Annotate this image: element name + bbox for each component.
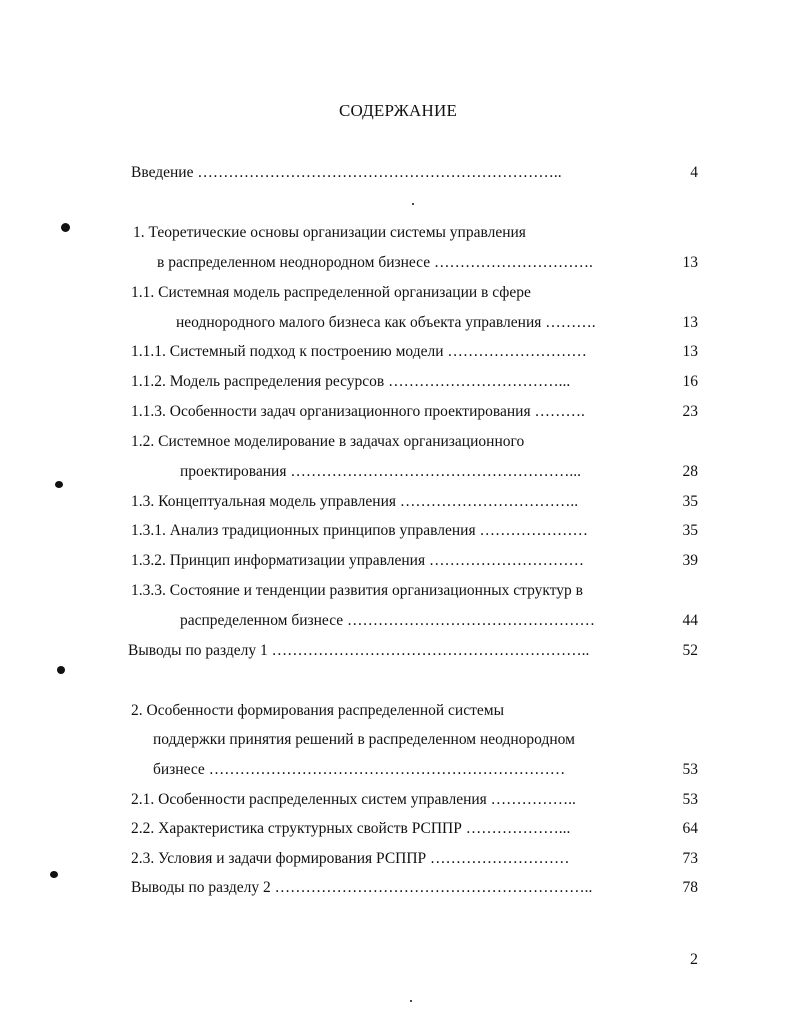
toc-entry-page: 23 bbox=[682, 403, 698, 420]
toc-entry-text: 2.2. Характеристика структурных свойств РСППР ………………... bbox=[131, 820, 571, 837]
toc-entry-text: Введение …………………………………………………………….. bbox=[131, 164, 562, 181]
toc-entry-text: 1.3.2. Принцип информатизации управления ………………………… bbox=[131, 552, 584, 569]
toc-entry-page: 53 bbox=[682, 791, 698, 808]
toc-entry-text: 1.3. Концептуальная модель управления …………………………….. bbox=[131, 493, 579, 510]
toc-entry-text: 1.1.2. Модель распределения ресурсов ……………………………... bbox=[131, 373, 571, 390]
toc-entry-page: 53 bbox=[682, 761, 698, 778]
scan-mark bbox=[61, 223, 70, 232]
toc-entry-text: распределенном бизнесе ………………………………………… bbox=[180, 612, 596, 629]
toc-entry-text: проектирования ………………………………………………... bbox=[180, 463, 581, 480]
toc-entry-text: Выводы по разделу 1 …………………………………………………….. bbox=[128, 642, 590, 659]
toc-entry-page: 13 bbox=[682, 314, 698, 331]
scan-speck bbox=[410, 1000, 412, 1002]
toc-entry-text: 2.1. Особенности распределенных систем управления …………….. bbox=[131, 791, 576, 808]
toc-entry-text: Выводы по разделу 2 …………………………………………………….. bbox=[131, 879, 593, 896]
toc-entry-text: неоднородного малого бизнеса как объекта управления ………. bbox=[176, 314, 596, 331]
toc-entry-page: 52 bbox=[682, 642, 698, 659]
toc-entry-page: 13 bbox=[682, 254, 698, 271]
scan-speck bbox=[412, 203, 414, 205]
scan-mark bbox=[57, 666, 65, 674]
toc-entry-text: 1.2. Системное моделирование в задачах организационного bbox=[131, 433, 525, 450]
toc-entry-text: 2. Особенности формирования распределенной системы bbox=[131, 702, 504, 719]
page-title: СОДЕРЖАНИЕ bbox=[338, 101, 458, 120]
toc-entry-page: 78 bbox=[682, 879, 698, 896]
toc-entry-page: 64 bbox=[682, 820, 698, 837]
toc-entry-text: 2.3. Условия и задачи формирования РСППР ……………………… bbox=[131, 850, 570, 867]
toc-entry-text: бизнесе …………………………………………………………… bbox=[153, 761, 566, 778]
toc-entry-text: 1. Теоретические основы организации системы управления bbox=[133, 224, 526, 241]
toc-entry-page: 4 bbox=[690, 164, 698, 181]
toc-entry-text: 1.1. Системная модель распределенной организации в сфере bbox=[131, 284, 531, 301]
toc-entry-page: 35 bbox=[682, 522, 698, 539]
toc-entry-text: поддержки принятия решений в распределенном неоднородном bbox=[153, 731, 575, 748]
toc-entry-text: 1.1.1. Системный подход к построению модели ……………………… bbox=[131, 343, 587, 360]
toc-entry-page: 35 bbox=[682, 493, 698, 510]
scan-mark bbox=[50, 871, 58, 878]
toc-entry-text: 1.3.1. Анализ традиционных принципов управления ………………… bbox=[131, 522, 588, 539]
toc-entry-page: 44 bbox=[682, 612, 698, 629]
toc-entry-page: 28 bbox=[682, 463, 698, 480]
toc-entry-page: 13 bbox=[682, 343, 698, 360]
toc-entry-text: 1.1.3. Особенности задач организационного проектирования ………. bbox=[131, 403, 585, 420]
toc-entry-text: 1.3.3. Состояние и тенденции развития организационных структур в bbox=[131, 582, 584, 599]
page-number: 2 bbox=[690, 951, 698, 968]
toc-entry-page: 16 bbox=[682, 373, 698, 390]
scan-mark bbox=[55, 481, 63, 488]
toc-entry-page: 73 bbox=[682, 850, 698, 867]
toc-entry-page: 39 bbox=[682, 552, 698, 569]
toc-entry-text: в распределенном неоднородном бизнесе …………………………. bbox=[157, 254, 593, 271]
